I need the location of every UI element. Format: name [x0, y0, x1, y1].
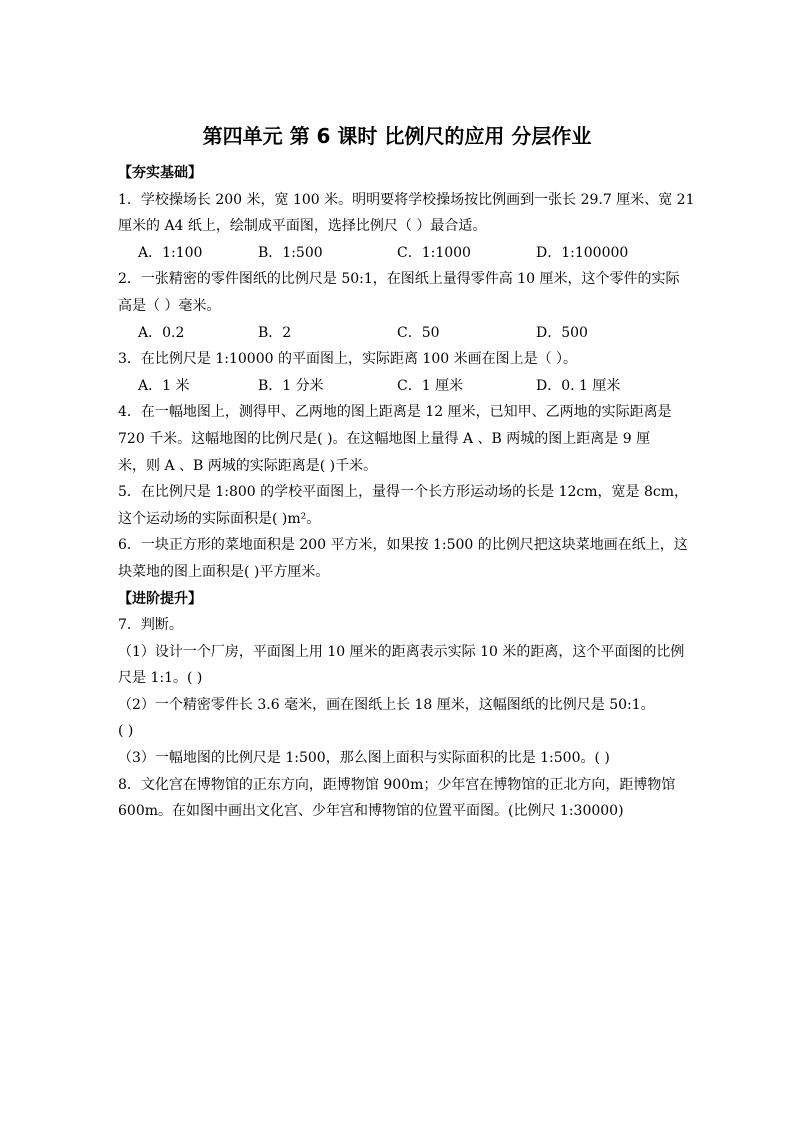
option-d: D．1:100000 — [536, 244, 629, 261]
question-text: 5．在比例尺是 1:800 的学校平面图上，量得一个长方形运动场的长是 12cm，宽是 8cm， — [118, 484, 689, 501]
answer-options — [118, 320, 678, 347]
question-text: 6．一块正方形的菜地面积是 200 平方米，如果按 1:500 的比例尺把这块菜地画在纸上，这 — [118, 537, 688, 554]
question-text: 2．一张精密的零件图纸的比例尺是 50:1，在图纸上量得零件高 10 厘米，这个零件的实际 — [118, 271, 680, 288]
option-a: A．0.2 — [138, 324, 185, 341]
sub-question-text: 尺是 1:1。( ) — [118, 670, 203, 687]
question-6 — [118, 532, 688, 585]
question-8 — [118, 772, 678, 825]
sub-question-text: （1）设计一个厂房，平面图上用 10 厘米的距离表示实际 10 米的距离，这个平面图的比例 — [118, 643, 685, 660]
option-d: D．0. 1 厘米 — [536, 377, 621, 394]
option-c: C．1 厘米 — [397, 377, 464, 394]
page-title: 第四单元 第 6 课时 比例尺的应用 分层作业 — [202, 124, 592, 148]
sub-question-text: （2）一个精密零件长 3.6 毫米，画在图纸上长 18 厘米，这幅图纸的比例尺是 50:1。 — [118, 696, 655, 713]
question-3 — [118, 346, 678, 399]
worksheet-content — [118, 160, 695, 825]
question-text: 厘米的 A4 纸上，绘制成平面图，选择比例尺（ ）最合适。 — [118, 218, 487, 235]
sub-question-text: ( ) — [118, 723, 134, 740]
answer-options — [118, 240, 678, 267]
question-text: 这个运动场的实际面积是( )m²。 — [118, 510, 321, 527]
section-heading-basic: 【夯实基础】 — [118, 165, 202, 181]
option-b: B．2 — [258, 324, 292, 341]
answer-options — [118, 373, 678, 400]
question-1 — [118, 187, 695, 267]
question-5 — [118, 479, 689, 532]
option-a: A．1:100 — [138, 244, 203, 261]
question-text: 高是（ ）毫米。 — [118, 297, 221, 314]
question-text: 8．文化宫在博物馆的正东方向，距博物馆 900m；少年宫在博物馆的正北方向，距博物馆 — [118, 776, 676, 793]
question-2 — [118, 266, 678, 346]
option-b: B．1:500 — [258, 244, 323, 261]
sub-question-text: （3）一幅地图的比例尺是 1:500，那么图上面积与实际面积的比是 1:500。( ) — [118, 750, 610, 767]
question-text: 3．在比例尺是 1:10000 的平面图上，实际距离 100 米画在图上是（ ）。 — [118, 351, 578, 368]
question-4 — [118, 399, 678, 479]
question-text: 块菜地的图上面积是( )平方厘米。 — [118, 563, 330, 580]
option-a: A．1 米 — [138, 377, 190, 394]
option-b: B．1 分米 — [258, 377, 324, 394]
question-text: 600m。在如图中画出文化宫、少年宫和博物馆的位置平面图。(比例尺 1:30000) — [118, 803, 624, 820]
question-7 — [118, 612, 685, 772]
question-text: 4．在一幅地图上，测得甲、乙两地的图上距离是 12 厘米，已知甲、乙两地的实际距离是 — [118, 404, 672, 421]
option-c: C．1:1000 — [397, 244, 471, 261]
question-text: 米，则 A 、B 两城的实际距离是( )千米。 — [118, 457, 378, 474]
question-text: 1．学校操场长 200 米，宽 100 米。明明要将学校操场按比例画到一张长 29.7 厘米、宽 21 — [118, 191, 695, 208]
option-c: C．50 — [397, 324, 440, 341]
question-text: 720 千米。这幅地图的比例尺是( )。在这幅地图上量得 A 、B 两城的图上距离是 9 厘 — [118, 430, 651, 447]
option-d: D．500 — [536, 324, 588, 341]
question-text: 7．判断。 — [118, 617, 183, 634]
section-heading-advanced: 【进阶提升】 — [118, 590, 202, 607]
